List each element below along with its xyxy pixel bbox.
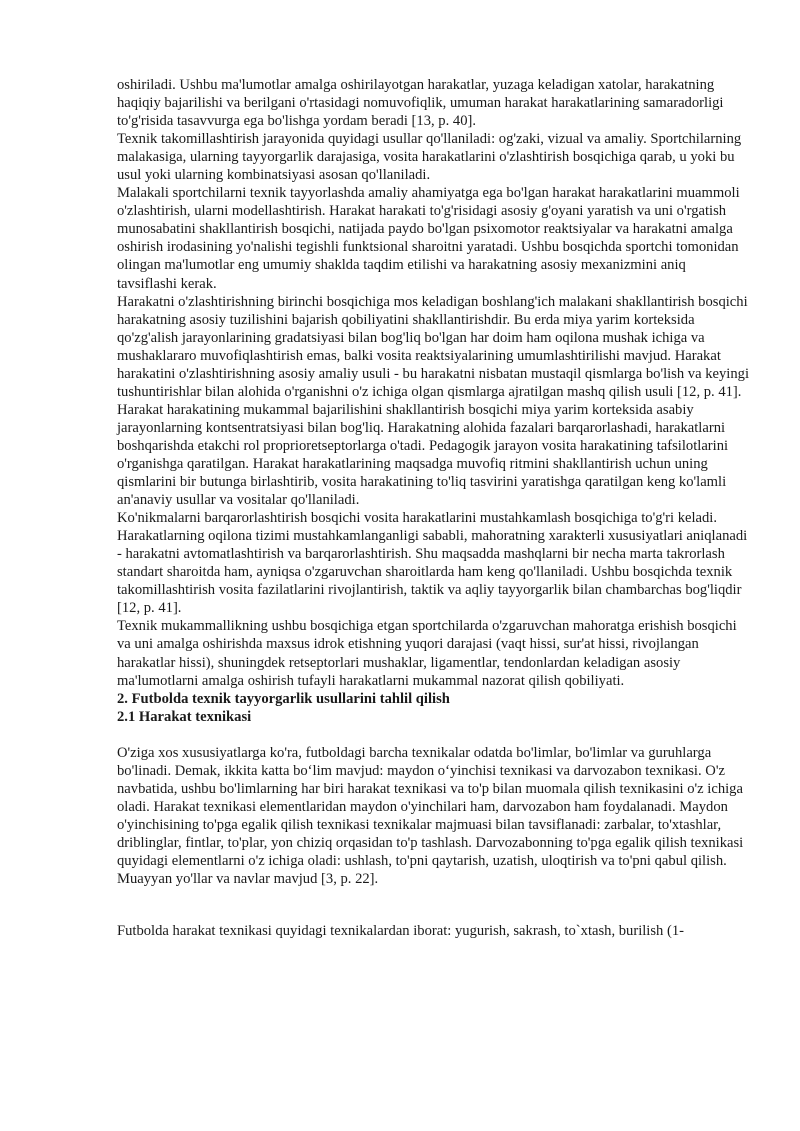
document-page bbox=[117, 76, 749, 940]
paragraph-football-techniques: O'ziga xos xususiyatlarga ko'ra, futboldagi barcha texnikalar odatda bo'limlar, bo'limlar va guruhlarga bo'linadi. Demak, ikkita katta bo‘lim mavjud: maydon o‘yinchisi texnikasi va darvozabon texnikasi. O'z navbatida, ushbu bo'limlarning har biri harakat texnikasi va to'p bilan muomala qilish texnikasini o'z ichiga oladi. Harakat texnikasi elementlaridan maydon o'yinchilari ham, darvozabon ham foydalanadi. Maydon o'yinchisining to'pga egalik qilish texnikasi texnikalar majmuasi bilan tavsiflanadi: zarbalar, to'xtashlar, driblinglar, fintlar, to'plar, yon chiziq orqasidan to'p tashlash. Darvozabonning to'pga egalik qilish texnikasi quyidagi elementlarni o'z ichiga oladi: ushlash, to'pni qaytarish, uzatish, uloqtirish va to'pni qabul qilish. Muayyan yo'llar va navlar mavjud [3, p. 22]. bbox=[117, 744, 744, 888]
paragraph-movement-technique: Futbolda harakat texnikasi quyidagi texnikalardan iborat: yugurish, sakrash, to`xtash, burilish (1- bbox=[117, 923, 685, 940]
section-heading: 2. Futbolda texnik tayyorgarlik usullarini tahlil qilish bbox=[117, 690, 450, 707]
paragraph-methods: Texnik takomillashtirish jarayonida quyidagi usullar qo'llaniladi: og'zaki, vizual va amaliy. Sportchilarning malakasiga, ularning tayyorgarlik darajasiga, vosita harakatlarini o'zlashtirish bosqichiga qarab, u yoki bu usul yoki ularning kombinatsiyasi asosan qo'llaniladi. bbox=[117, 131, 742, 184]
blank-line bbox=[117, 726, 749, 744]
paragraph-technical-excellence: Texnik mukammallikning ushbu bosqichiga etgan sportchilarda o'zgaruvchan mahoratga erishish bosqichi va uni amalga oshirishda maxsus idrok etishning yuqori darajasi (vaqt hissi, sur'at hissi, rivojlangan harakatlar hissi), shuningdek retseptorlari mushaklar, ligamentlar, tendonlardan keladigan asosiy ma'lumotlarni amalga oshirish tufayli harakatlarni mukammal nazorat qilish qobiliyati. bbox=[117, 618, 737, 689]
subsection-heading: 2.1 Harakat texnikasi bbox=[117, 708, 252, 725]
paragraph-skill-stabilization: Ko'nikmalarni barqarorlashtirish bosqichi vosita harakatlarini mustahkamlash bosqichiga to'g'ri keladi. Harakatlarning oqilona tizimi mustahkamlanganligi sababli, mahoratning xarakterli xususiyatlari aniqlanadi - harakatni avtomatlashtirish va barqarorlashtirish. Shu maqsadda mashqlarni bir necha marta takrorlash standart sharoitda ham, ayniqsa o'zgaruvchan sharoitlarda ham keng qo'llaniladi. Ushbu bosqichda texnik takomillashtirish vosita fazilatlarini rivojlantirish, taktik va aqliy tayyorgarlik bilan chambarchas bog'liqdir [12, p. 41]. bbox=[117, 510, 748, 617]
paragraph-first-stage: Harakatni o'zlashtirishning birinchi bosqichiga mos keladigan boshlang'ich malakani shakllantirish bosqichi harakatning asosiy tuzilishini bajarish qobiliyatini shakllantirishdir. Bu erda miya yarim korteksida qo'zg'alish jarayonlarining gradatsiyasi bilan bog'liq bo'lgan har doim ham oqilona mushak ichiga va mushaklararo muvofiqlashtirish emas, balki vosita reaktsiyalarining umumlashtirilishi mavjud. Harakat harakatini o'zlashtirishning asosiy amaliy usuli - bu harakatni nisbatan mustaqil qismlarga bo'lish va keyingi tushuntirishlar bilan alohida o'rganishni o'z ichiga olgan qismlarga ajratilgan mashq qilish usuli [12, p. 41]. bbox=[117, 293, 749, 400]
paragraph-perfect-execution: Harakat harakatining mukammal bajarilishini shakllantirish bosqichi miya yarim korteksida asabiy jarayonlarning kontsentratsiyasi bilan bog'liq. Harakatning alohida fazalari barqarorlashadi, harakatlarni boshqarishda etakchi rol proprioretseptorlarga o'tadi. Pedagogik jarayon vosita harakatining tafsilotlarini o'rganishga qaratilgan. Harakat harakatlarining maqsadga muvofiq ritmini shakllantirish uchun uning qismlarini bir butunga birlashtirib, vosita harakatining to'liq tasvirini yaratishga qaratilgan keng ko'lamli an'anaviy usullar va vositalar qo'llaniladi. bbox=[117, 401, 729, 509]
paragraph-info-benefit: oshiriladi. Ushbu ma'lumotlar amalga oshirilayotgan harakatlar, yuzaga keladigan xatolar, harakatning haqiqiy bajarilishi va berilgani o'rtasidagi nomuvofiqlik, umuman harakat harakatlarining samaradorligi to'g'risida tasavvurga ega bo'lishga yordam beradi [13, p. 40]. bbox=[117, 77, 724, 130]
paragraph-qualified-athletes: Malakali sportchilarni texnik tayyorlashda amaliy ahamiyatga ega bo'lgan harakat harakatlarini muammoli o'zlashtirish, ularni modellashtirish. Harakat harakati to'g'risidagi asosiy g'oyani yaratish va uni o'rgatish munosabatini shakllantirish bosqichi, natijada paydo bo'lgan psixomotor reaktsiyalar va harakatni amalga oshirish irodasining yo'nalishi tegishli funktsional sharoitni yaratadi. Ushbu bosqichda sportchi tomonidan olingan ma'lumotlar eng umumiy shaklda taqdim etilishi va harakatning asosiy mexanizmini aniq tavsiflashi kerak. bbox=[117, 185, 740, 292]
blank-space bbox=[117, 888, 749, 922]
